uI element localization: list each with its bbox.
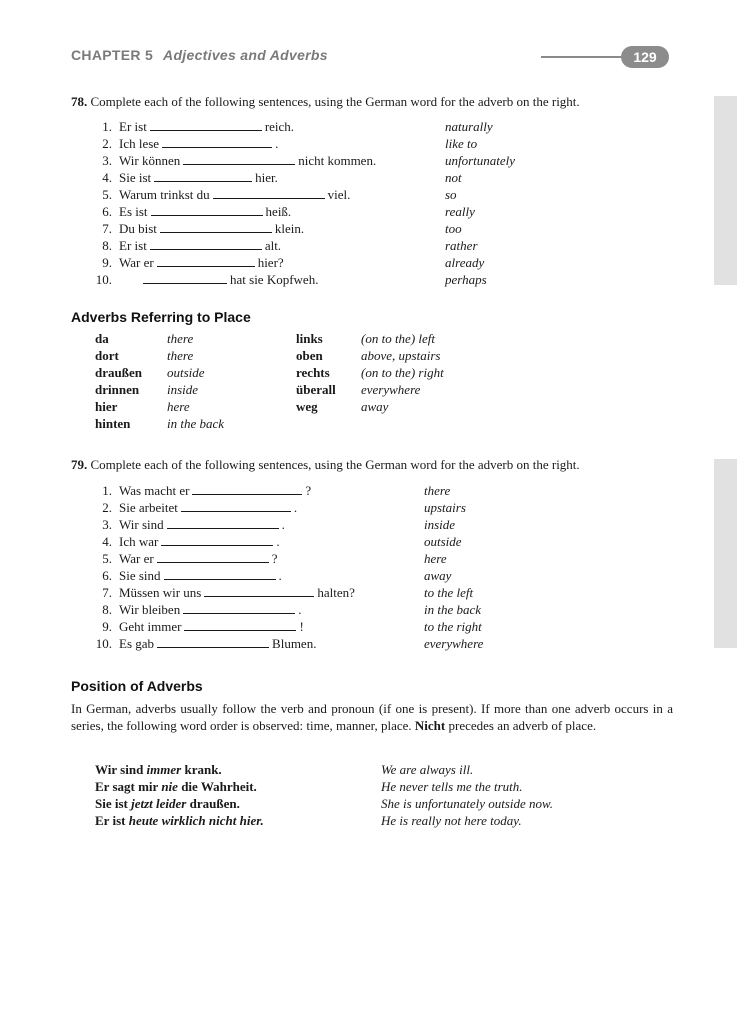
exercise-78-instruction [71, 94, 580, 110]
item-number: 9. [102, 255, 112, 270]
exercise-item [88, 187, 528, 204]
vocab-german: dort [95, 348, 119, 363]
item-text-after: hier. [255, 170, 278, 185]
adverb-hint: here [424, 551, 447, 566]
example-adverb: heute wirklich nicht hier. [128, 813, 264, 828]
adverb-hint: inside [424, 517, 456, 532]
vocab-german: oben [296, 348, 323, 363]
example-adverb: immer [146, 762, 182, 777]
answer-blank[interactable] [183, 153, 295, 165]
item-text-before: Sie sind [119, 568, 161, 583]
example-text: draußen. [186, 796, 240, 811]
item-text-before: Es gab [119, 636, 155, 651]
answer-blank[interactable] [150, 119, 262, 131]
item-text-after: . [276, 534, 280, 549]
example-english: He is really not here today. [381, 813, 522, 828]
item-text-before: Wir können [119, 153, 181, 168]
item-number: 7. [102, 221, 112, 236]
adverb-hint: already [445, 255, 485, 270]
position-paragraph [71, 700, 673, 734]
exercise-item [88, 551, 528, 568]
answer-blank[interactable] [157, 636, 269, 648]
answer-blank[interactable] [204, 585, 314, 597]
vocab-english: there [167, 331, 194, 346]
item-number: 7. [102, 585, 112, 600]
adverb-hint: to the left [424, 585, 474, 600]
item-number: 8. [102, 602, 112, 617]
answer-blank[interactable] [154, 170, 252, 182]
item-text-after: viel. [327, 187, 351, 202]
item-number: 1. [102, 483, 112, 498]
item-number: 9. [102, 619, 112, 634]
item-text-after: ? [305, 483, 312, 498]
adverb-hint: there [424, 483, 451, 498]
answer-blank[interactable] [192, 483, 302, 495]
vocab-english: (on to the) left [361, 331, 436, 346]
paragraph-text: precedes an adverb of place. [445, 718, 597, 733]
side-thumb-tab [714, 96, 737, 285]
adverb-hint: rather [445, 238, 478, 253]
example-text: krank. [181, 762, 222, 777]
example-german [95, 796, 240, 812]
item-text-after: heiß. [265, 204, 292, 219]
adverb-hint: in the back [424, 602, 482, 617]
example-text: Er sagt mir [95, 779, 162, 794]
item-text-before: Du bist [119, 221, 157, 236]
vocab-german: hier [95, 399, 118, 414]
vocab-german: drinnen [95, 382, 140, 397]
item-text-after: hat sie Kopfweh. [230, 272, 319, 287]
example-english: She is unfortunately outside now. [381, 796, 553, 811]
item-text-before: Sie ist [119, 170, 152, 185]
answer-blank[interactable] [143, 272, 227, 284]
item-text-after: klein. [274, 221, 305, 236]
vocab-german: weg [296, 399, 318, 414]
vocab-german: draußen [95, 365, 142, 380]
example-text: die Wahrheit. [177, 779, 257, 794]
answer-blank[interactable] [164, 568, 276, 580]
item-text-after: alt. [264, 238, 282, 253]
vocab-english: inside [167, 382, 199, 397]
item-text-after: hier? [257, 255, 284, 270]
answer-blank[interactable] [161, 534, 273, 546]
item-text-after: ? [271, 551, 278, 566]
item-text-before: Müssen wir uns [119, 585, 202, 600]
example-german [95, 762, 222, 778]
chapter-heading [71, 47, 328, 63]
vocab-english: everywhere [361, 382, 421, 397]
item-number: 3. [102, 517, 112, 532]
adverb-hint: like to [445, 136, 478, 151]
vocab-german: da [95, 331, 109, 346]
item-text-before: Ich lese [119, 136, 160, 151]
section-heading-position: Position of Adverbs [71, 678, 203, 694]
answer-blank[interactable] [151, 204, 263, 216]
vocab-english: outside [167, 365, 205, 380]
item-text-before: Warum trinkst du [119, 187, 210, 202]
item-text-before: Wir bleiben [119, 602, 181, 617]
item-text-after: . [298, 602, 302, 617]
adverb-hint: so [445, 187, 457, 202]
paragraph-text: In German, adverbs usually follow the verb and pronoun (if one is present). If more than one adverb occurs in a series, the following word order is observed: time, manner, place. [71, 701, 673, 733]
example-text: Wir sind [95, 762, 147, 777]
instruction-text: Complete each of the following sentences, using the German word for the adverb on the right. [90, 94, 580, 109]
item-text-before: Er ist [119, 238, 147, 253]
item-number: 3. [102, 153, 112, 168]
adverb-hint: perhaps [445, 272, 487, 287]
item-number: 5. [102, 551, 112, 566]
header-rule [541, 56, 631, 58]
item-text-after: nicht kommen. [298, 153, 377, 168]
item-text-before: Geht immer [119, 619, 182, 634]
answer-blank[interactable] [213, 187, 325, 199]
answer-blank[interactable] [157, 255, 255, 267]
exercise-item [88, 568, 528, 585]
example-text: Er ist [95, 813, 129, 828]
example-german [95, 779, 257, 795]
item-text-before: Es ist [119, 204, 148, 219]
exercise-number: 78. [71, 94, 88, 109]
item-number: 2. [102, 500, 112, 515]
vocab-german: überall [296, 382, 336, 397]
chapter-number: CHAPTER 5 [71, 47, 154, 63]
vocab-english: away [361, 399, 389, 414]
item-number: 1. [102, 119, 112, 134]
adverb-hint: to the right [424, 619, 482, 634]
chapter-title: Adjectives and Adverbs [163, 47, 328, 63]
vocab-english: in the back [167, 416, 225, 431]
running-header [71, 46, 671, 68]
adverb-hint: upstairs [424, 500, 466, 515]
adverb-hint: unfortunately [445, 153, 516, 168]
section-heading-place: Adverbs Referring to Place [71, 309, 251, 325]
item-number: 4. [102, 170, 112, 185]
item-number: 6. [102, 204, 112, 219]
exercise-number: 79. [71, 457, 88, 472]
item-text-after: . [281, 517, 285, 532]
item-text-before: War er [119, 255, 154, 270]
vocab-german: links [296, 331, 323, 346]
item-text-before: Ich war [119, 534, 159, 549]
adverb-hint: away [424, 568, 452, 583]
item-number: 5. [102, 187, 112, 202]
item-text-after: . [275, 136, 279, 151]
item-text-after: Blumen. [272, 636, 317, 651]
answer-blank[interactable] [181, 500, 291, 512]
answer-blank[interactable] [167, 517, 279, 529]
vocab-german: rechts [296, 365, 330, 380]
item-text-after: . [293, 500, 298, 515]
example-german [95, 813, 264, 829]
item-number: 4. [102, 534, 112, 549]
example-adverb: nie [161, 779, 178, 794]
item-text-before: Was macht er [119, 483, 190, 498]
vocab-english: here [167, 399, 190, 414]
item-number: 10. [95, 636, 112, 651]
adverb-hint: naturally [445, 119, 493, 134]
item-text-after: reich. [264, 119, 295, 134]
exercise-item [88, 517, 528, 534]
answer-blank[interactable] [184, 619, 296, 631]
exercise-item [88, 170, 528, 187]
exercise-item [88, 483, 528, 500]
paragraph-bold-word: Nicht [414, 718, 446, 733]
exercise-item [88, 221, 528, 238]
example-adverb: jetzt leider [131, 796, 187, 811]
adverb-hint: really [445, 204, 475, 219]
item-number: 2. [102, 136, 112, 151]
answer-blank[interactable] [162, 136, 272, 148]
item-text-after: . [278, 568, 282, 583]
page-number: 129 [621, 46, 669, 68]
item-number: 6. [102, 568, 112, 583]
item-text-before: Wir sind [119, 517, 164, 532]
item-text-after: halten? [317, 585, 355, 600]
example-english: He never tells me the truth. [381, 779, 523, 794]
vocab-english: (on to the) right [361, 365, 444, 380]
adverb-hint: everywhere [424, 636, 484, 651]
item-text-before: War er [119, 551, 154, 566]
vocab-english: there [167, 348, 194, 363]
adverb-hint: not [445, 170, 462, 185]
instruction-text: Complete each of the following sentences, using the German word for the adverb on the right. [90, 457, 580, 472]
answer-blank[interactable] [160, 221, 272, 233]
vocab-english: above, upstairs [361, 348, 441, 363]
exercise-item [88, 534, 528, 551]
example-text: Sie ist [95, 796, 132, 811]
example-english: We are always ill. [381, 762, 474, 777]
adverb-hint: too [445, 221, 462, 236]
item-text-after: ! [299, 619, 304, 634]
answer-blank[interactable] [150, 238, 262, 250]
item-number: 8. [102, 238, 112, 253]
adverb-hint: outside [424, 534, 462, 549]
side-thumb-tab [714, 459, 737, 648]
item-text-before: Sie arbeitet [119, 500, 178, 515]
answer-blank[interactable] [183, 602, 295, 614]
exercise-79-instruction [71, 457, 580, 473]
answer-blank[interactable] [157, 551, 269, 563]
item-text-before: Er ist [119, 119, 147, 134]
item-number: 10. [95, 272, 112, 287]
vocab-german: hinten [95, 416, 131, 431]
